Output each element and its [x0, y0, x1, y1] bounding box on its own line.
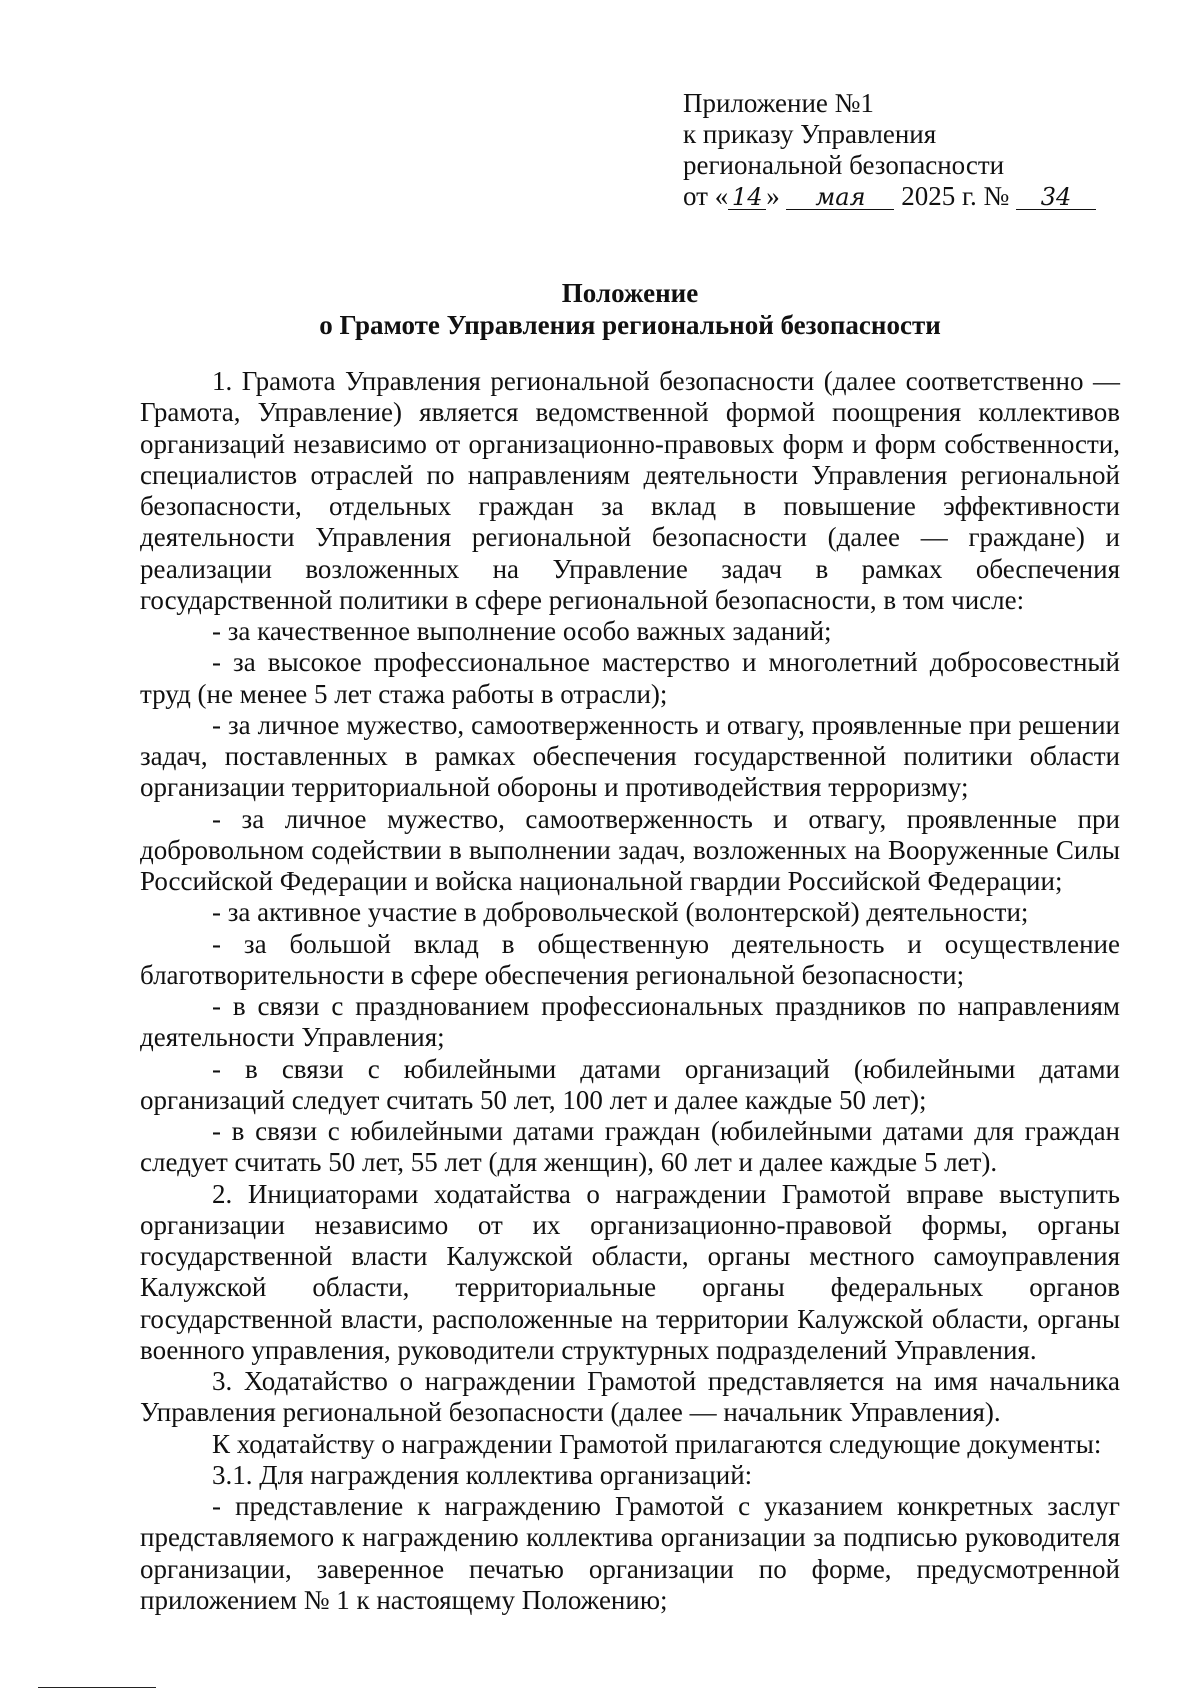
date-month-field — [786, 184, 894, 210]
paragraph: 1. Грамота Управления региональной безопасности (далее соответственно — Грамота, Управление) является ведомственной формой поощрения коллективов организаций независимо от организационно-правовых форм и форм собственности, специалистов отраслей по направлениям деятельности Управления региональной безопасности, отдельных граждан за вклад в повышение эффективности деятельности Управления региональной безопасности (далее — граждане) и реализации возложенных на Управление задач в рамках обеспечения государственной политики в сфере региональной безопасности, в том числе: — [140, 366, 1120, 615]
paragraph: - за качественное выполнение особо важных заданий; — [212, 616, 832, 646]
paragraph: - за высокое профессиональное мастерство и многолетний добросовестный труд (не менее 5 лет стажа работы в отрасли); — [140, 647, 1120, 709]
paragraph: 3.1. Для награждения коллектива организаций: — [212, 1459, 753, 1490]
paragraph: - в связи с юбилейными датами граждан (юбилейными датами для граждан следует считать 50 лет, 55 лет (для женщин), 60 лет и далее каждые 5 лет). — [140, 1116, 1120, 1178]
appendix-line-1: Приложение №1 — [683, 88, 874, 118]
title-line-1: Положение — [561, 278, 699, 308]
paragraph: - за активное участие в добровольческой (волонтерской) деятельности; — [212, 897, 1029, 928]
footer-rule — [38, 1687, 156, 1688]
date-mid: » — [766, 181, 780, 211]
appendix-header — [683, 88, 1143, 212]
document-title — [140, 277, 1120, 341]
paragraph: 2. Инициаторами ходатайства о награждении Грамотой вправе выступить организации независимо от их организационно-правовой формы, органы государственной власти Калужской области, органы местного самоуправления Калужской области, территориальные органы федеральных органов государственной власти, расположенные на территории Калужской области, органы военного управления, руководители структурных подразделений Управления. — [140, 1178, 1120, 1365]
document-body — [140, 366, 1120, 1616]
paragraph: - за личное мужество, самоотверженность и отвагу, проявленные при добровольном содействии в выполнении задач, возложенных на Вооруженные Силы Российской Федерации и войска национальной гвардии Российской Федерации; — [140, 803, 1120, 896]
date-year: 2025 г. № — [901, 181, 1010, 211]
paragraph: 3. Ходатайство о награждении Грамотой представляется на имя начальника Управления региональной безопасности (далее — начальник Управления). — [140, 1366, 1120, 1428]
appendix-line-3: региональной безопасности — [683, 150, 1005, 180]
paragraph: - в связи с празднованием профессиональных праздников по направлениям деятельности Управления; — [140, 991, 1120, 1053]
date-day-handwritten: 14 — [731, 183, 763, 211]
paragraph: К ходатайству о награждении Грамотой прилагаются следующие документы: — [212, 1428, 1102, 1459]
paragraph: - представление к награждению Грамотой с указанием конкретных заслуг представляемого к награждению коллектива организации за подписью руководителя организации, заверенное печатью организации по форме, предусмотренной приложением № 1 к настоящему Положению; — [140, 1491, 1120, 1615]
order-number-handwritten: 34 — [1040, 183, 1072, 211]
appendix-line-2: к приказу Управления — [683, 119, 937, 149]
date-prefix: от « — [683, 181, 729, 211]
paragraph: - за личное мужество, самоотверженность и отвагу, проявленные при решении задач, поставленных в рамках обеспечения государственной политики области организации территориальной обороны и противодействия терроризму; — [140, 709, 1120, 803]
order-number-field — [1016, 184, 1096, 210]
title-line-2: о Грамоте Управления региональной безопасности — [319, 310, 941, 340]
date-month-handwritten: мая — [815, 183, 866, 211]
appendix-date-line — [683, 181, 1143, 212]
paragraph: - за большой вклад в общественную деятельность и осуществление благотворительности в сфере обеспечения региональной безопасности; — [140, 928, 1120, 990]
date-day-field — [728, 184, 766, 210]
paragraph: - в связи с юбилейными датами организаций (юбилейными датами организаций следует считать 50 лет, 100 лет и далее каждые 50 лет); — [140, 1053, 1120, 1115]
